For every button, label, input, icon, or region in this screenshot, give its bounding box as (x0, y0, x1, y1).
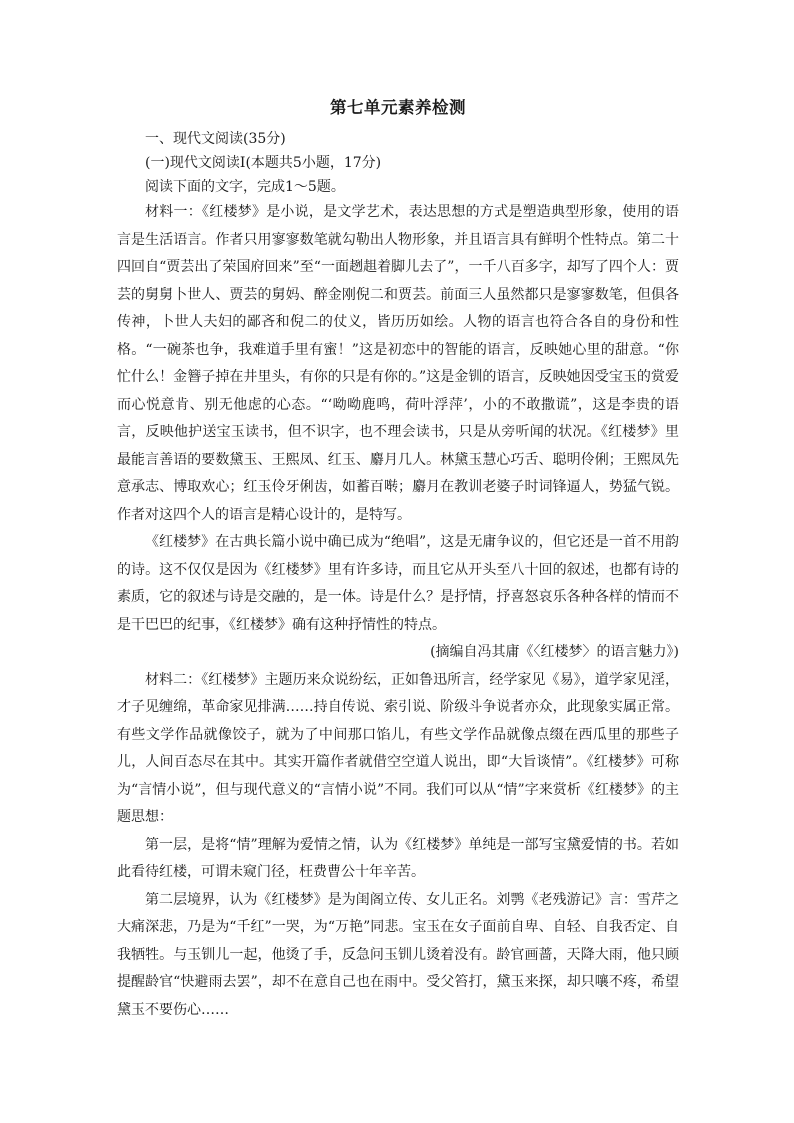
material-two-layer-two: 第二层境界，认为《红楼梦》是为闺阁立传、女儿正名。刘鹗《老残游记》言：雪芹之大痛深悲，乃是为“千红”一哭，为“万艳”同悲。宝玉在女子面前自卑、自轻、自我否定、自我牺牲。与玉钏儿一起，他烫了手，反急问玉钏儿烫着没有。龄官画蔷，天降大雨，他只顾提醒龄官“快避雨去罢”，却不在意自己也在雨中。受父笞打，黛玉来探，却只嚷不疼，希望黛玉不要伤心…… (117, 891, 679, 1018)
document-title: 第七单元素养检测 (330, 98, 466, 117)
reading-instruction: 阅读下面的文字，完成1～5题。 (145, 179, 345, 195)
section-heading: 一、现代文阅读(35分) (145, 131, 286, 147)
material-one-paragraph-2: 《红楼梦》在古典长篇小说中确已成为“绝唱”，这是无庸争议的，但它还是一首不用韵的诗。这不仅仅是因为《红楼梦》里有许多诗，而且它从开头至八十回的叙述，也都有诗的素质，它的叙述与诗是交融的，是一体。诗是什么？是抒情，抒喜怒哀乐各种各样的情而不是干巴巴的纪事，《红楼梦》确有这种抒情性的特点。 (117, 534, 679, 633)
material-one-paragraph: 材料一：《红楼梦》是小说，是文学艺术，表达思想的方式是塑造典型形象，使用的语言是生活语言。作者只用寥寥数笔就勾勒出人物形象，并且语言具有鲜明个性特点。第二十四回自“贾芸出了荣国府回来”至“一面趔趄着脚儿去了”，一千八百多字，却写了四个人：贾芸的舅舅卜世人、贾芸的舅妈、醉金刚倪二和贾芸。前面三人虽然都只是寥寥数笔，但俱各传神，卜世人夫妇的鄙吝和倪二的仗义，皆历历如绘。人物的语言也符合各自的身份和性格。“一碗茶也争，我难道手里有蜜！”这是初恋中的智能的语言，反映她心里的甜意。“你忙什么！金簪子掉在井里头，有你的只是有你的。”这是金钏的语言，反映她因受宝玉的赏爱而心悦意肯、别无他虑的心态。“‘呦呦鹿鸣，荷叶浮萍’，小的不敢撒谎”，这是李贵的语言，反映他护送宝玉读书，但不识字，也不理会读书，只是从旁听闻的状况。《红楼梦》里最能言善语的要数黛玉、王熙凤、红玉、麝月几人。林黛玉慧心巧舌、聪明伶俐；王熙凤先意承志、博取欢心；红玉伶牙俐齿，如蓄百啭；麝月在教训老婆子时词锋逼人，势猛气锐。作者对这四个人的语言是精心设计的，是特写。 (117, 204, 679, 523)
material-two-paragraph: 材料二：《红楼梦》主题历来众说纷纭，正如鲁迅所言，经学家见《易》，道学家见淫，才子见缠绵，革命家见排满……持自传说、索引说、阶级斗争说者亦众，此现象实属正常。有些文学作品就像饺子，就为了中间那口馅儿，有些文学作品就像点缀在西瓜里的那些子儿，人间百态尽在其中。其实开篇作者就借空空道人说出，即“大旨谈情”。《红楼梦》可称为“言情小说”，但与现代意义的“言情小说”不同。我们可以从“情”字来赏析《红楼梦》的主题思想： (117, 671, 679, 825)
source-citation: (摘编自冯其庸《〈红楼梦〉的语言魅力》) (430, 644, 679, 660)
material-two-layer-one: 第一层，是将“情”理解为爱情之情，认为《红楼梦》单纯是一部写宝黛爱情的书。若如此看待红楼，可谓未窥门径，枉费曹公十年辛苦。 (117, 836, 679, 880)
document-page (117, 95, 679, 1024)
subsection-heading: (一)现代文阅读Ⅰ(本题共5小题，17分) (145, 155, 382, 171)
